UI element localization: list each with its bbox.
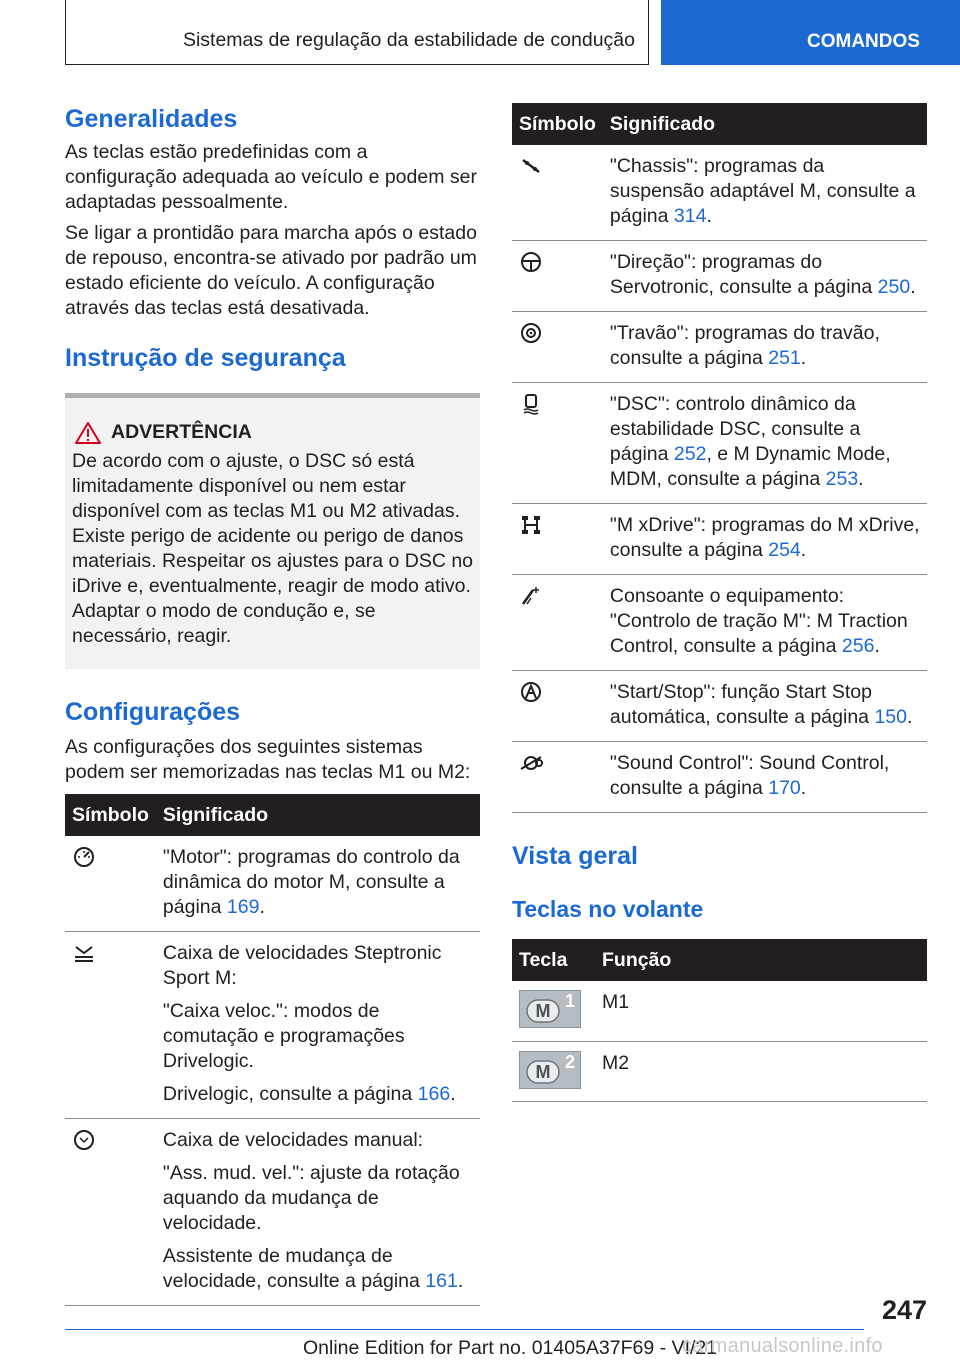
meaning-text: "M xDrive": programas do M xDrive, consulte a página 254.	[609, 514, 920, 561]
table-row	[512, 383, 927, 504]
table-row	[512, 312, 927, 383]
page-link[interactable]: 161	[425, 1270, 458, 1292]
edition-note: Online Edition for Part no. 01405A37F69 - VI/21	[303, 1337, 718, 1359]
config-table-right	[512, 103, 927, 813]
left-column	[65, 104, 480, 1306]
keys-table	[512, 939, 927, 1102]
page-link[interactable]: 254	[768, 539, 801, 561]
traction-control-icon	[519, 584, 543, 608]
heading-safety: Instrução de segurança	[65, 344, 346, 372]
meaning-text: Assistente de mudança de velocidade, consulte a página 161.	[162, 1245, 464, 1292]
meaning-text: "Sound Control": Sound Control, consulte a página 170.	[609, 752, 890, 799]
page-link[interactable]: 256	[841, 635, 875, 657]
meaning-text: "Ass. mud. vel.": ajuste da rotação aquando da mudança de velocidade.	[162, 1162, 460, 1234]
chapter-title: Sistemas de regulação da estabilidade de condução	[182, 29, 635, 51]
col-key: Tecla	[512, 939, 595, 981]
warning-title: ADVERTÊNCIA	[111, 421, 252, 443]
svg-text:M: M	[535, 1061, 551, 1082]
warning-box	[65, 393, 480, 669]
heading-keys: Teclas no volante	[512, 896, 704, 922]
m2-key-icon[interactable]	[519, 1051, 581, 1089]
brake-icon	[519, 321, 543, 345]
svg-text:2: 2	[564, 1051, 576, 1072]
meaning-text: Consoante o equipamento: "Controlo de tração M": M Traction Control, consulte a página 256.	[609, 585, 908, 657]
warning-triangle-icon	[75, 422, 101, 444]
paragraph-general-2: Se ligar a prontidão para marcha após o estado de repouso, encontra-se ativado por padrão um estado eficiente do veículo. A configuração através das teclas está desativada.	[65, 222, 477, 319]
watermark: carmanualsonline.info	[682, 1335, 883, 1357]
m1-key-icon[interactable]	[519, 990, 581, 1028]
page-link[interactable]: 169	[226, 896, 260, 918]
page-link[interactable]: 253	[825, 468, 859, 490]
section-tab[interactable]	[661, 0, 960, 65]
table-row	[512, 742, 927, 813]
table-row	[512, 575, 927, 671]
page-link[interactable]: 170	[768, 777, 801, 799]
svg-text:1: 1	[564, 991, 576, 1011]
meaning-text: "Caixa veloc.": modos de comutação e programações Drivelogic.	[162, 1000, 405, 1072]
meaning-text: Caixa de velocidades Steptronic Sport M:	[162, 942, 442, 989]
manual-gearbox-icon	[72, 1128, 96, 1152]
table-row	[512, 504, 927, 575]
meaning-text: "Chassis": programas da suspensão adaptável M, consulte a página 314.	[609, 155, 916, 227]
page-link[interactable]: 166	[417, 1083, 451, 1105]
meaning-text: "Start/Stop": função Start Stop automática, consulte a página 150.	[609, 681, 913, 728]
page-number: 247	[881, 1295, 927, 1325]
table-row	[65, 836, 480, 932]
header-frame	[65, 0, 649, 65]
paragraph-config: As configurações dos seguintes sistemas podem ser memorizadas nas teclas M1 ou M2:	[65, 736, 471, 783]
page-link[interactable]: 150	[874, 706, 907, 728]
right-column	[512, 103, 927, 1102]
meaning-text: "Direção": programas do Servotronic, consulte a página 250.	[609, 251, 916, 298]
key-function: M2	[595, 1041, 927, 1101]
meaning-text: "Travão": programas do travão, consulte a página 251.	[609, 322, 880, 369]
table-row	[512, 981, 927, 1041]
table-row	[65, 932, 480, 1119]
key-function: M1	[595, 981, 927, 1041]
warning-text: De acordo com o ajuste, o DSC só está limitadamente disponível ou nem estar disponível com as teclas M1 ou M2 ativadas. Existe perigo de acidente ou perigo de danos materiais. Respeitar os ajustes para o DSC no iDrive e, eventualmente, reagir de modo ativo. Adaptar o modo de condução e, se necessário, reagir.	[72, 450, 474, 647]
table-row	[512, 145, 927, 241]
table-row	[512, 671, 927, 742]
section-tab-label: COMANDOS	[807, 31, 920, 52]
meaning-text: Caixa de velocidades manual:	[162, 1129, 424, 1151]
meaning-text: "DSC": controlo dinâmico da estabilidade DSC, consulte a página 252, e M Dynamic Mode, MDM, consulte a página 253.	[609, 393, 891, 490]
heading-config: Configurações	[65, 698, 241, 726]
meaning-text: "Motor": programas do controlo da dinâmica do motor M, consulte a página 169.	[162, 846, 460, 918]
table-row	[512, 241, 927, 312]
col-function: Função	[595, 939, 927, 981]
xdrive-icon	[519, 513, 543, 537]
col-symbol: Símbolo	[65, 794, 156, 836]
svg-text:M: M	[535, 1001, 551, 1021]
col-symbol: Símbolo	[512, 103, 603, 145]
sound-control-icon	[519, 751, 543, 775]
page-link[interactable]: 250	[877, 276, 911, 298]
steering-wheel-icon	[519, 250, 543, 274]
col-meaning: Significado	[156, 794, 480, 836]
page-link[interactable]: 251	[768, 347, 801, 369]
paragraph-general-1: As teclas estão predefinidas com a configuração adequada ao veículo e podem ser adaptadas pessoalmente.	[65, 141, 477, 213]
page-link[interactable]: 252	[673, 443, 707, 465]
dsc-icon	[519, 392, 543, 416]
table-row	[512, 1041, 927, 1101]
start-stop-icon	[519, 680, 543, 704]
heading-overview: Vista geral	[512, 842, 639, 870]
table-row	[65, 1119, 480, 1306]
meaning-text: Drivelogic, consulte a página 166.	[162, 1083, 456, 1105]
footer-rule	[65, 1329, 864, 1330]
steptronic-gearbox-icon	[72, 941, 96, 965]
engine-gauge-icon	[72, 845, 96, 869]
chassis-icon	[519, 154, 543, 178]
config-table-left	[65, 794, 480, 1306]
page-link[interactable]: 314	[673, 205, 707, 227]
heading-general: Generalidades	[65, 105, 238, 133]
col-meaning: Significado	[603, 103, 927, 145]
